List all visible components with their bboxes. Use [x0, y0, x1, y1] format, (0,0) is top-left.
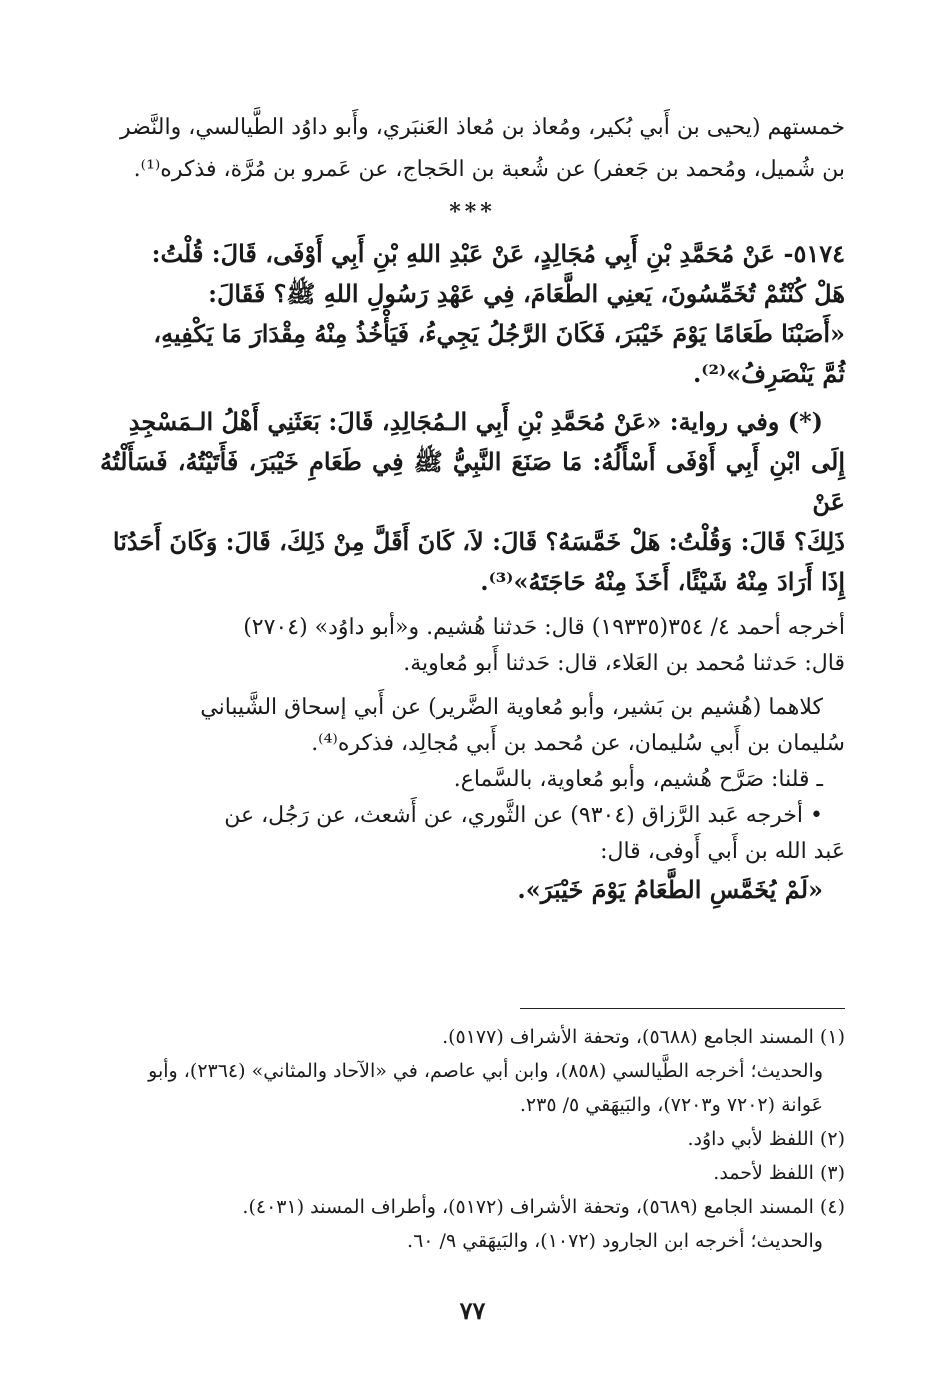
- page-number: ٧٧: [459, 1296, 486, 1325]
- intro-line-1: خمستهم (يحيى بن أَبي بُكير، ومُعاذ بن مُعاذ العَنبَري، وأَبو داوُد الطَّيالسي، والنَّضر: [119, 115, 845, 140]
- footnote-1-detail-b: عَوانة (٧٢٠٢ و٧٢٠٣)، والبَيهَقي ٥/ ٢٣٥.: [519, 1094, 823, 1116]
- intro-line-2: بن شُميل، ومُحمد بن جَعفر) عن شُعبة بن الحَجاج، عن عَمرو بن مُرَّة، فذكره⁽¹⁾.: [133, 157, 845, 182]
- riwaya-line-2: إِلَى ابْنِ أَبِي أَوْفَى أَسْأَلُهُ: مَا صَنَعَ النَّبِيُّ ﷺ فِي طَعَامِ خَيْبَرَ، فَأَتَيْتُهُ، فَسَأَلْتُهُ عَنْ: [100, 447, 845, 516]
- footnote-divider: [520, 1008, 845, 1009]
- kilahuma-line-2: سُليمان بن أَبي سُليمان، عن مُحمد بن أَبي مُجالِد، فذكره⁽⁴⁾.: [311, 731, 845, 756]
- qulna-line: ـ قلنا: صَرَّح هُشيم، وأبو مُعاوية، بالسَّماع.: [453, 767, 823, 792]
- hadith-line-4: ثُمَّ يَنْصَرِفُ»⁽²⁾.: [692, 359, 845, 388]
- riwaya-line-1: (*) وفي رواية: «عَنْ مُحَمَّدِ بْنِ أَبِي الـمُجَالِدِ، قَالَ: بَعَثَنِي أَهْلُ الـمَسْجِدِ: [128, 407, 823, 436]
- footnotes: [100, 1020, 845, 1258]
- main-text: [100, 110, 845, 910]
- footnote-3: (٣) اللفظ لأحمد.: [713, 1162, 845, 1184]
- kilahuma-line-1: كلاهما (هُشيم بن بَشير، وأبو مُعاوية الضَّرير) عن أَبي إسحاق الشَّيباني: [200, 695, 823, 720]
- takhrij-line-1: أخرجه أحمد ٤/ ٣٥٤(١٩٣٣٥) قال: حَدثنا هُشيم. و«أبو داوُد» (٢٧٠٤): [243, 615, 845, 640]
- section-separator: ***: [449, 199, 496, 225]
- footnote-4: (٤) المسند الجامع (٥٦٨٩)، وتحفة الأشراف (٥١٧٢)، وأطراف المسند (٤٠٣١).: [242, 1196, 845, 1218]
- footnote-1: (١) المسند الجامع (٥٦٨٨)، وتحفة الأشراف (٥١٧٧).: [442, 1026, 845, 1048]
- riwaya-line-3: ذَلِكَ؟ قَالَ: وَقُلْتُ: هَلْ خَمَّسَهُ؟ قَالَ: لاَ، كَانَ أَقَلَّ مِنْ ذَلِكَ، قَالَ: وَكَانَ أَحَدُنَا: [112, 527, 845, 556]
- footnote-2: (٢) اللفظ لأبي داوُد.: [687, 1128, 845, 1150]
- footnote-4-detail: والحديث؛ أخرجه ابن الجارود (١٠٧٢)، والبَيهَقي ٩/ ٦٠.: [407, 1230, 823, 1252]
- hadith-line-2: هَلْ كُنْتُمْ تُخَمِّسُونَ، يَعنِي الطَّعَامَ، فِي عَهْدِ رَسُولِ اللهِ ﷺ؟ فَقَالَ:: [208, 279, 845, 308]
- final-matn: «لَمْ يُخَمَّسِ الطَّعَامُ يَوْمَ خَيْبَرَ».: [517, 875, 823, 904]
- takhrij-line-2: قال: حَدثنا مُحمد بن العَلاء، قال: حَدثنا أَبو مُعاوية.: [403, 651, 845, 676]
- riwaya-line-4: إِذَا أَرَادَ مِنْهُ شَيْئًا، أَخَذَ مِنْهُ حَاجَتَهُ»⁽³⁾.: [480, 567, 845, 596]
- hadith-line-1: ٥١٧٤- عَنْ مُحَمَّدِ بْنِ أَبِي مُجَالِدٍ، عَنْ عَبْدِ اللهِ بْنِ أَبِي أَوْفَى، قَالَ: قُلْتُ:: [151, 239, 845, 268]
- abdrazzaq-line-1: • أخرجه عَبد الرَّزاق (٩٣٠٤) عن الثَّوري، عن أَشعث، عن رَجُل، عن: [224, 803, 823, 828]
- hadith-line-3: «أَصَبْنَا طَعَامًا يَوْمَ خَيْبَرَ، فَكَانَ الرَّجُلُ يَجِيءُ، فَيَأْخُذُ مِنْهُ مِقْدَارَ مَا يَكْفِيهِ،: [153, 319, 845, 348]
- footnote-1-detail-a: والحديث؛ أخرجه الطَّيالسي (٨٥٨)، وابن أبي عاصم، في «الآحاد والمثاني» (٢٣٦٤)، وأبو: [148, 1060, 823, 1082]
- abdrazzaq-line-2: عَبد الله بن أَبي أَوفى، قال:: [600, 839, 845, 864]
